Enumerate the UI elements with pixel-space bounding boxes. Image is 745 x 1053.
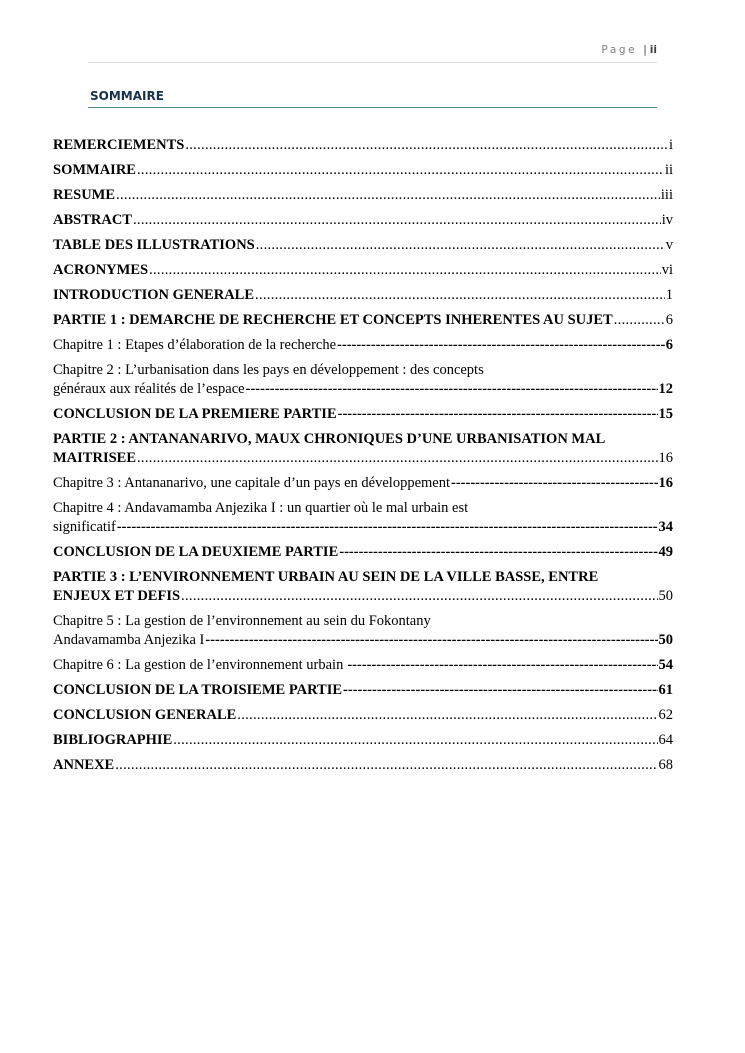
toc-entry-page: 54 [658,657,673,673]
page-label: Page [601,44,638,56]
toc-entry-page: 6 [665,312,673,328]
toc-entry-title: CONCLUSION GENERALE [53,707,237,723]
toc-entry-title-line2: Andavamamba Anjezika I [53,632,205,648]
toc-entry-conclusion-generale[interactable] [53,706,673,725]
toc-entry-page: 34 [658,519,673,535]
toc-entry-page: 61 [658,682,673,698]
toc-entry-title: INTRODUCTION GENERALE [53,287,255,303]
toc-entry-page: i [668,137,673,153]
toc-entry-page: 50 [658,632,673,648]
toc-entry-partie-2[interactable] [53,430,673,468]
toc-entry-title-line1: Chapitre 5 : La gestion de l’environnement au sein du Fokontany [53,613,431,629]
dot-leader [256,236,665,255]
toc-entry-page: 12 [658,381,673,397]
toc-entry-page: iv [661,212,673,228]
page-number: ii [649,44,657,56]
toc-entry-partie-1[interactable] [53,311,673,330]
toc-entry-title: ACRONYMES [53,262,149,278]
toc-entry-page: ii [664,162,673,178]
toc-entry-title: ABSTRACT [53,212,132,228]
dot-leader [237,706,657,725]
dash-leader [246,380,658,399]
toc-entry-page: 49 [658,544,673,560]
dash-leader [343,681,657,700]
toc-entry-title: CONCLUSION DE LA DEUXIEME PARTIE [53,544,339,560]
toc-entry-annexe[interactable] [53,756,673,775]
toc-entry-conclusion-2[interactable] [53,543,673,562]
toc-entry-abstract[interactable] [53,211,673,230]
toc-entry-conclusion-1[interactable] [53,405,673,424]
toc-entry-chapitre-2[interactable] [53,361,673,399]
toc-entry-title-line1: Chapitre 4 : Andavamamba Anjezika I : un quartier où le mal urbain est [53,500,469,516]
dash-leader [347,656,657,675]
toc-entry-chapitre-4[interactable] [53,499,673,537]
toc-entry-page: 16 [658,475,673,491]
toc-entry-title: Chapitre 6 : La gestion de l’environnement urbain [53,657,344,673]
toc-entry-title-line1: PARTIE 2 : ANTANANARIVO, MAUX CHRONIQUES D’UNE URBANISATION MAL [53,431,606,447]
toc-entry-chapitre-6[interactable] [53,656,673,675]
toc-entry-partie-3[interactable] [53,568,673,606]
dash-leader [205,631,657,650]
toc-entry-title: CONCLUSION DE LA TROISIEME PARTIE [53,682,343,698]
toc-entry-title-line1: Chapitre 2 : L’urbanisation dans les pays en développement : des concepts [53,362,484,378]
dash-leader [338,405,658,424]
table-of-contents [53,136,673,775]
dot-leader [137,449,658,468]
dot-leader [115,756,657,775]
dot-leader [149,261,661,280]
toc-entry-title: RESUME [53,187,116,203]
toc-entry-page: 64 [658,732,673,748]
toc-entry-page: v [665,237,673,253]
dash-leader [337,336,665,355]
toc-entry-title: Chapitre 3 : Antananarivo, une capitale d’un pays en développement [53,475,451,491]
toc-entry-introduction[interactable] [53,286,673,305]
section-heading [88,89,657,108]
toc-entry-resume[interactable] [53,186,673,205]
dash-leader [451,474,657,493]
dot-leader [133,211,661,230]
dot-leader [614,311,665,330]
dot-leader [137,161,664,180]
toc-entry-title: BIBLIOGRAPHIE [53,732,173,748]
toc-entry-page: 16 [658,450,673,466]
toc-entry-title: PARTIE 1 : DEMARCHE DE RECHERCHE ET CONCEPTS INHERENTES AU SUJET [53,312,613,328]
page-header [88,44,657,63]
toc-entry-title-line1: PARTIE 3 : L’ENVIRONNEMENT URBAIN AU SEIN DE LA VILLE BASSE, ENTRE [53,569,599,585]
toc-entry-page: 68 [658,757,673,773]
toc-entry-title: REMERCIEMENTS [53,137,185,153]
dot-leader [185,136,668,155]
toc-entry-illustrations[interactable] [53,236,673,255]
toc-entry-sommaire[interactable] [53,161,673,180]
toc-entry-title-line2: significatif [53,519,116,535]
dash-leader [339,543,657,562]
toc-entry-chapitre-1[interactable] [53,336,673,355]
toc-entry-conclusion-3[interactable] [53,681,673,700]
page-separator: | [643,44,647,56]
toc-entry-page: 15 [658,406,673,422]
toc-entry-chapitre-5[interactable] [53,612,673,650]
dot-leader [116,186,660,205]
toc-entry-page: 62 [658,707,673,723]
toc-entry-page: 50 [658,588,673,604]
toc-entry-title: TABLE DES ILLUSTRATIONS [53,237,255,253]
toc-entry-page: vi [661,262,673,278]
toc-entry-title-line2: généraux aux réalités de l’espace [53,381,245,397]
dash-leader [117,518,658,537]
toc-entry-chapitre-3[interactable] [53,474,673,493]
toc-entry-remerciements[interactable] [53,136,673,155]
toc-entry-title: SOMMAIRE [53,162,136,178]
toc-entry-page: 1 [665,287,673,303]
toc-entry-page: iii [660,187,673,203]
dot-leader [173,731,657,750]
toc-entry-acronymes[interactable] [53,261,673,280]
toc-entry-title-line2: ENJEUX ET DEFIS [53,588,181,604]
toc-entry-title-line2: MAITRISEE [53,450,136,466]
dot-leader [181,587,657,606]
toc-entry-title: Chapitre 1 : Etapes d’élaboration de la recherche [53,337,337,353]
dot-leader [255,286,665,305]
toc-entry-page: 6 [665,337,673,353]
toc-entry-title: CONCLUSION DE LA PREMIERE PARTIE [53,406,337,422]
toc-entry-bibliographie[interactable] [53,731,673,750]
section-heading-text: SOMMAIRE [90,89,164,103]
toc-entry-title: ANNEXE [53,757,115,773]
